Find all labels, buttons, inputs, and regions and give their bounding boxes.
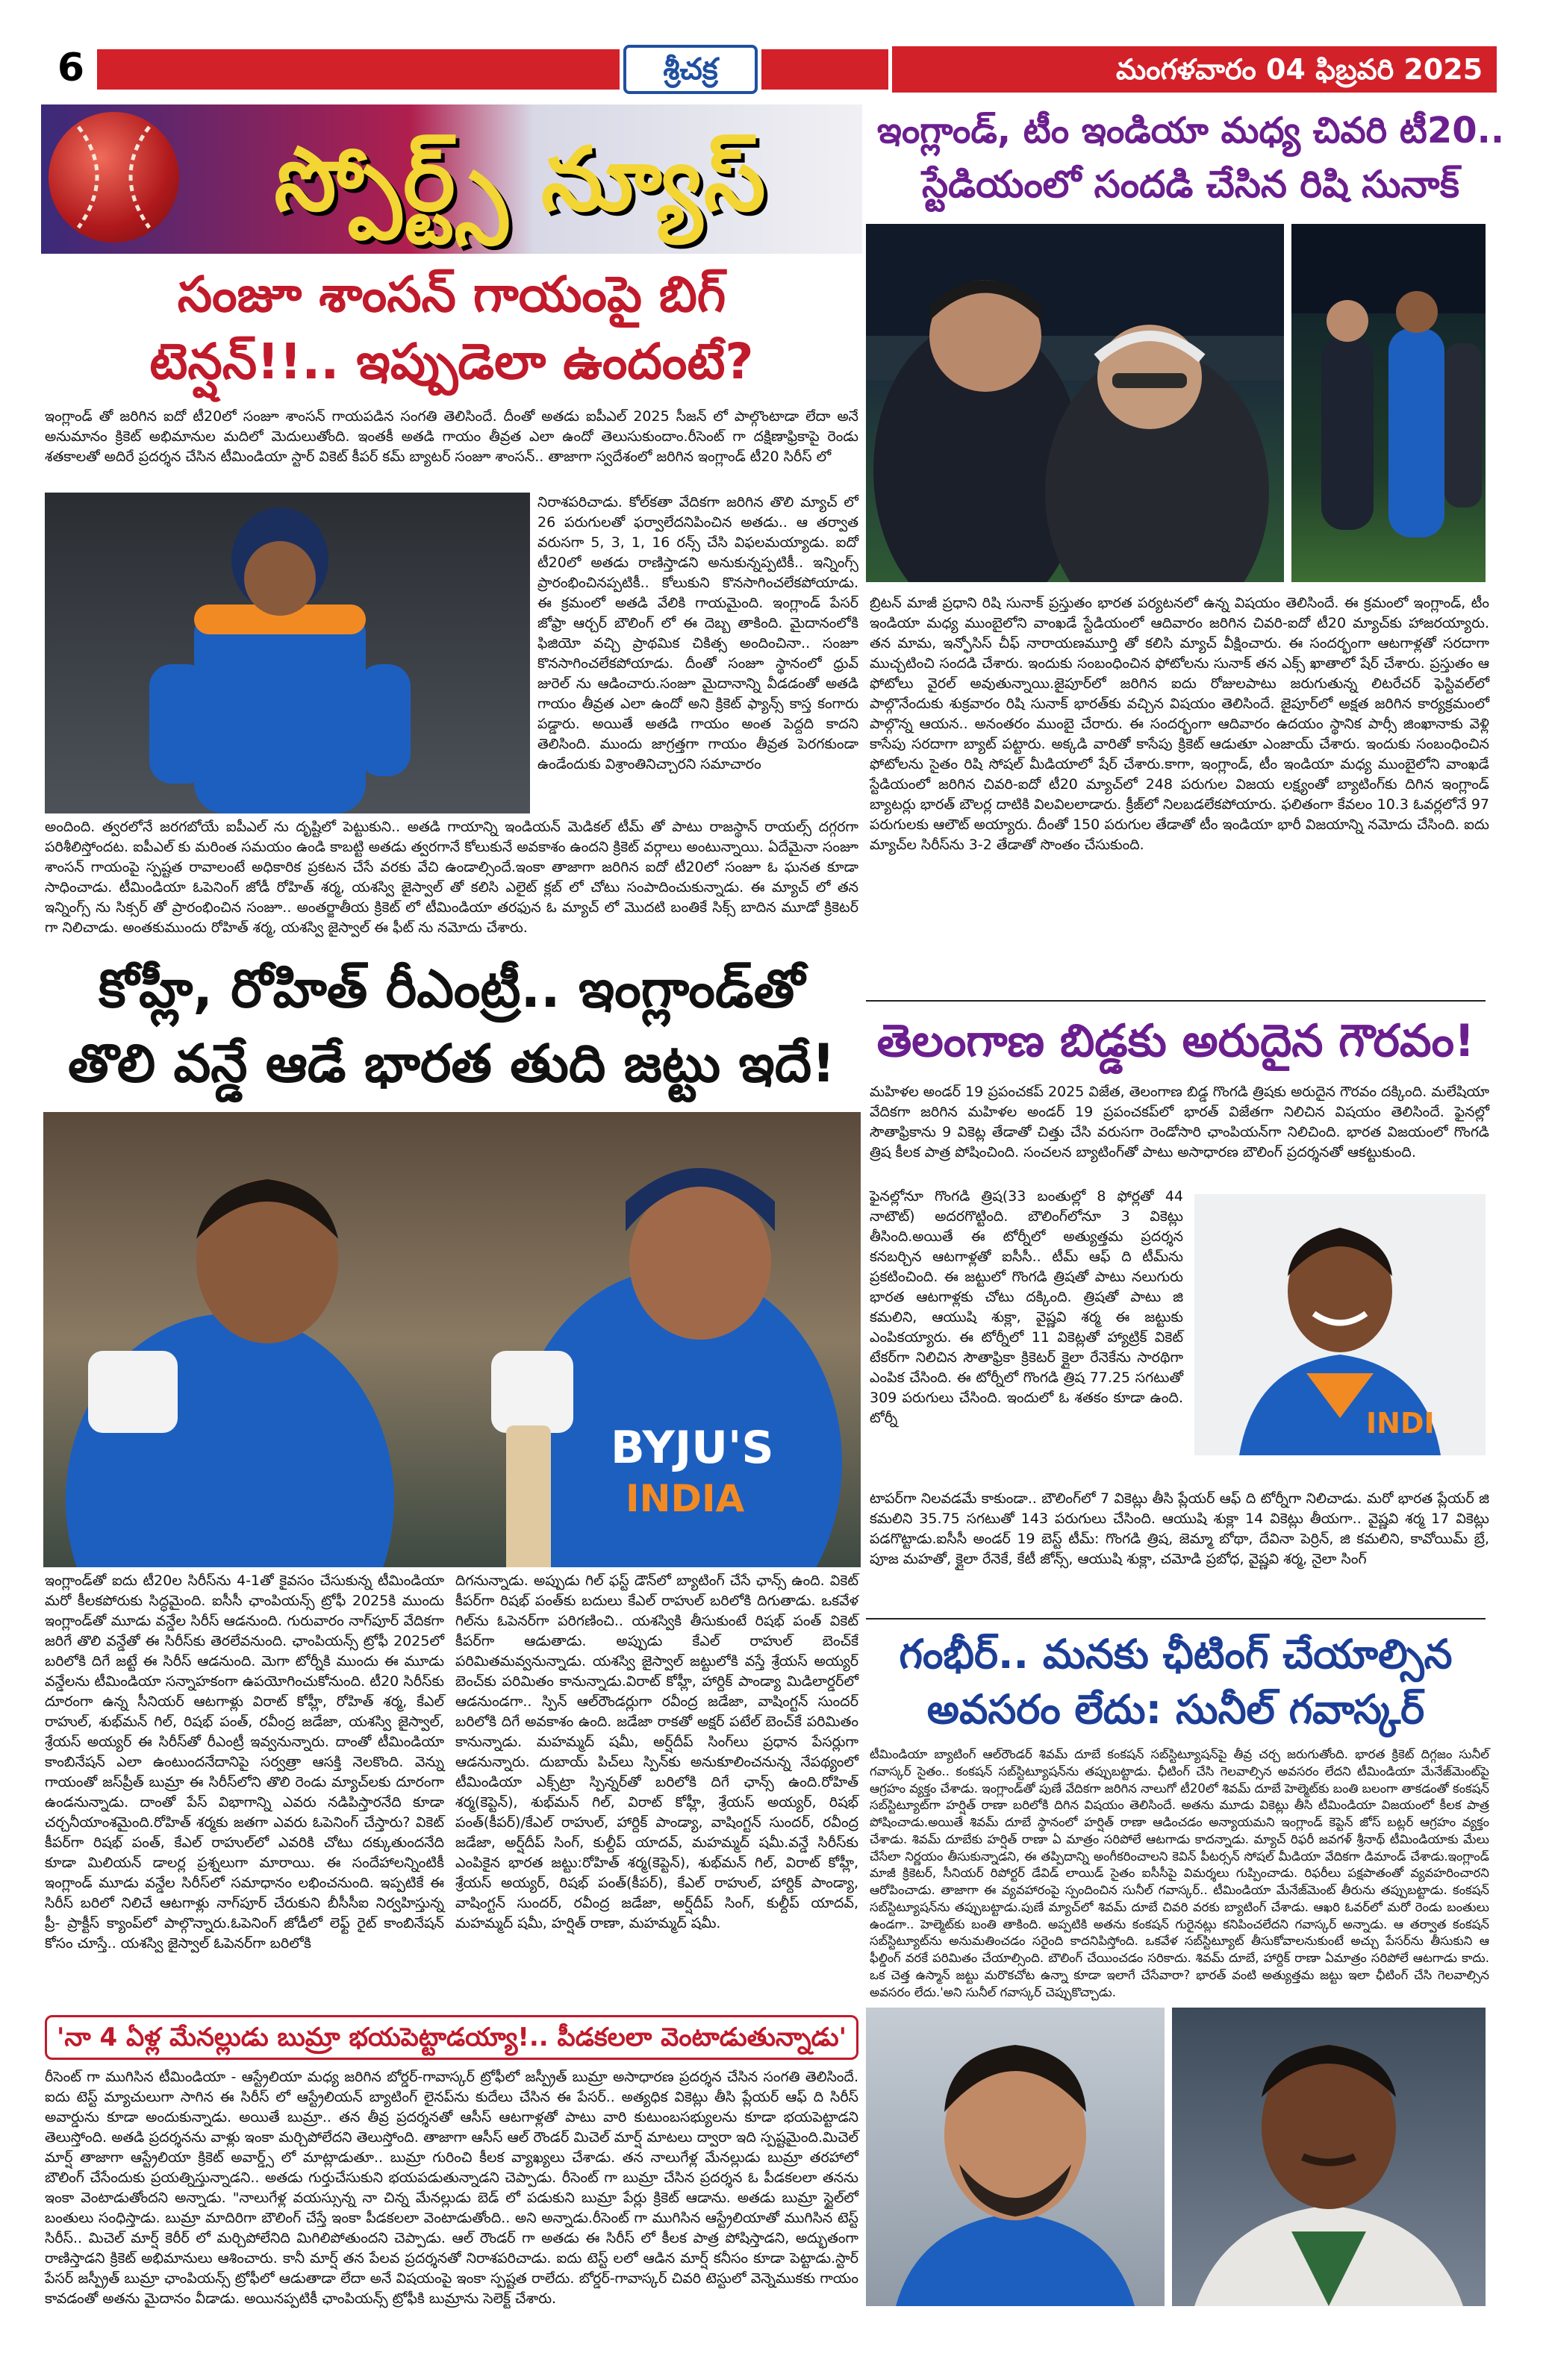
bumrah-article-body: రీసెంట్ గా ముగిసిన టీమిండియా - ఆస్ట్రేలియా మధ్య జరిగిన బోర్డర్-గావాస్కర్ ట్రోఫీలో జస్ప్రీత్ బుమ్రా అసాధారణ ప్రదర్శన చేసిన సంగతి తెలిసిందే. ఐదు టెస్ట్ మ్యాచులుగా సాగిన ఈ సిరీస్ లో ఆస్ట్రేలియన్ బ్యాటింగ్ లైనప్‌ను కుదేలు చేసిన ఈ పేసర్.. అత్యధిక వికెట్లు తీసి ప్లేయర్ ఆఫ్ ది సిరీస్ అవార్డును కూడా అందుకున్నాడు. అయితే బుమ్రా.. తన తీవ్ర ప్రదర్శనతో ఆసీస్ ఆటగాళ్లతో పాటు వారి కుటుంబసభ్యులను కూడా భయపెట్టాడని తెలుస్తోంది. అతడి ప్రదర్శనను వాళ్లు ఇంకా మర్చిపోలేదని తెలుస్తోంది. తాజాగా ఆసీస్ ఆల్ రౌండర్ మిచెల్ మార్ష్ మాటలు ద్వారా ఇది స్పష్టమైంది.మిచెల్ మార్ష్ తాజాగా ఆస్ట్రేలియా క్రికెట్ అవార్డ్స్ లో మాట్లాడుతూ.. బుమ్రా గురించి కీలక వ్యాఖ్యలు చేశాడు. తన నాలుగేళ్ల మేనల్లుడు బుమ్రా తరహాలో బౌలింగ్ చేసేందుకు ప్రయత్నిస్తున్నాడని.. అతడు గుర్తుచేసుకుని భయపడుతున్నాడని చెప్పాడు. రీసెంట్ గా బుమ్రా చేసిన ప్రదర్శన ఓ పీడకలలా తనను ఇంకా వెంటాడుతోందని అన్నాడు. "నాలుగేళ్ల వయస్సున్న నా చిన్న మేనల్లుడు బెడ్ లో పడుకుని బుమ్రా పేర్లు క్రికెట్ ఆడాను. అతడు బుమ్రా స్టైల్‌లో బంతులు సంధిస్తాడు. బుమ్రా మాదిరిగా బౌలింగ్ చేస్తే ఇంకా పీడకలలా వెంటాడుతోంది.. అని అన్నాడు.రీసెంట్ గా ముగిసిన ఆస్ట్రేలియాతో ముగిసిన టెస్ట్ సిరీస్.. మిచెల్ మార్ష్ కెరీర్ లో మర్చిపోలేనిది మిగిలిపోతుందని చెప్పాడు. ఆల్ రౌండర్ గా అతడు ఈ సిరీస్ లో కీలక పాత్ర పోషిస్తాడని, అద్భుతంగా రాణిస్తాడని క్రికెట్ అభిమానులు ఆశించారు. కానీ మార్ష్ తన పేలవ ప్రదర్శనతో నిరాశపరిచాడు. ఐదు టెస్ట్ లలో ఆడిన మార్ష్ కనీసం కూడా పెట్టాడు.స్టార్ పేసర్ జస్ప్రీత్ బుమ్రా ఛాంపియన్స్ ట్రోఫీలో ఆడుతాడా లేదా అనే విషయంపై ఇంకా స్పష్టత రాలేదు. బోర్డర్-గావాస్కర్ చివరి టెస్టులో వెన్నెముకకు గాయం కావడంతో అతను మైదానం వీడాడు. అయినప్పటికీ ఛాంపియన్స్ ట్రోఫీకి బుమ్రాను సెలెక్ట్ చేశారు. [45, 2069, 858, 2307]
sanju-intro: ఇంగ్లాండ్ తో జరిగిన ఐదో టీ20లో సంజూ శాంసన్ గాయపడిన సంగతి తెలిసిందే. దీంతో అతడు ఐపీఎల్ 2025 సీజన్ లో పాల్గొంటాడా లేదా అనే అనుమానం క్రికెట్ అభిమానుల మదిలో మెదులుతోంది. ఇంతకీ అతడి గాయం తీవ్రత ఎలా ఉందో తెలుసుకుందాం.రీసెంట్ గా దక్షిణాఫ్రికాపై రెండు శతకాలతో అదిరే ప్రదర్శన చేసిన టీమిండియా స్టార్ వికెట్ కీపర్ కమ్ బ్యాటర్ సంజూ శాంసన్.. తాజాగా స్వదేశంలో జరిగిన ఇంగ్లాండ్ టీ20 సిరీస్ లో [45, 408, 858, 465]
sanju-headline-line1: సంజూ శాంసన్ గాయంపై బిగ్ [177, 266, 726, 323]
trisha-headline: తెలంగాణ బిడ్డకు అరుదైన గౌరవం! [876, 1015, 1475, 1067]
kohli-column-2: దిగనున్నాడు. అప్పుడు గిల్ ఫస్ట్ డౌన్‌లో బ్యాటింగ్ చేసే ఛాన్స్ ఉంది. వికెట్ కీపర్‌గా రిషభ్ పంత్‌కు బదులు కేఎల్ రాహుల్ బరిలోకి దిగుతాడు. ఒకవేళ గిల్‌ను ఓపెనర్‌గా పరిగణించి.. యశస్వికి తీసుకుంటే రిషభ్ పంత్ వికెట్ కీపర్‌గా ఆడుతాడు. అప్పుడు కేఎల్ రాహుల్ బెంచ్‌కే పరిమితమవ్వనున్నాడు. యశస్వి జైస్వాల్ జట్టులోకి వస్తే శ్రేయస్ అయ్యర్ బెంచ్‌కు పరిమితం కానున్నాడు.విరాట్ కోహ్లీ, హార్దిక్ పాండ్యా మిడిలార్డర్‌లో ఆడనుండగా.. స్పిన్ ఆల్‌రౌండర్లుగా రవీంద్ర జడేజా, వాషింగ్టన్ సుందర్ బరిలోకి దిగే అవకాశం ఉంది. జడేజా రాకతో అక్షర్ పటేల్ బెంచ్‌కే పరిమితం కానున్నాడు. మహమ్మద్ షమీ, అర్ష్‌దీప్ సింగ్‌లు ప్రధాన పేసర్లుగా ఆడనున్నారు. దుబాయ్ పిచ్‌లు స్పిన్‌కు అనుకూలించనున్న నేపథ్యంలో టీమిండియా ఎక్స్‌ట్రా స్పిన్నర్‌తో బరిలోకి దిగే ఛాన్స్ ఉంది.రోహిత్ శర్మ(కెప్టెన్), శుభ్‌మన్ గిల్, విరాట్ కోహ్లీ, శ్రేయస్ అయ్యర్, రిషభ్ పంత్(కీపర్)/కేఎల్ రాహుల్, హార్దిక్ పాండ్యా, వాషింగ్టన్ సుందర్, రవీంద్ర జడేజా, అర్ష్‌దీప్ సింగ్, కుల్దీప్ యాదవ్, మహమ్మద్ షమీ.వన్డే సిరీస్‌కు ఎంపికైన భారత జట్టు:రోహిత్ శర్మ(కెప్టెన్), శుభ్‌మన్ గిల్, విరాట్ కోహ్లీ, శ్రేయస్ అయ్యర్, రిషభ్ పంత్(కీపర్), కేఎల్ రాహుల్, హార్దిక్ పాండ్యా, వాషింగ్టన్ సుందర్, రవీంద్ర జడేజా, అర్ష్‌దీప్ సింగ్, కుల్దీప్ యాదవ్, మహమ్మద్ షమీ, హర్షిత్ రాణా, మహమ్మద్ షమీ. [455, 1572, 858, 1931]
svg-text:BYJU'S: BYJU'S [611, 1422, 774, 1474]
header-rule-right [761, 49, 888, 90]
gavaskar-headline-line2: అవసరం లేదు: సునీల్ గవాస్కర్ [926, 1686, 1425, 1733]
page-number: 6 [45, 43, 97, 93]
sunak-article-body: బ్రిటన్ మాజీ ప్రధాని రిషి సునాక్ ప్రస్తుతం భారత పర్యటనలో ఉన్న విషయం తెలిసిందే. ఈ క్రమంలో ఇంగ్లాండ్, టీం ఇండియా మధ్య ముంబైలోని వాంఖడే స్టేడియంలో ఆదివారం జరిగిన చివరి-ఐదో టీ20 మ్యాచ్‌కు హాజరయ్యారు. తన మామ, ఇన్ఫోసిస్ చీఫ్ నారాయణమూర్తి తో కలిసి మ్యాచ్ వీక్షించారు. ఈ సందర్భంగా ఆటగాళ్లతో సరదాగా ముచ్చటించి సందడి చేశారు. ఇందుకు సంబంధించిన ఫోటోలను సునాక్ తన ఎక్స్ ఖాతాలో షేర్ చేశారు. ప్రస్తుతం ఆ ఫోటోలు వైరల్ అవుతున్నాయి.జైపూర్‌లో జరిగిన ఐదు రోజులపాటు జరుగుతున్న లిటరేచర్ ఫెస్టివల్‌లో పాల్గొనేందుకు శుక్రవారం రిషి సునాక్ భారత్‌కు వచ్చిన విషయం తెలిసిందే. జైపూర్‌లో అక్షత జరిగిన కార్యక్రమంలో పాల్గొన్న ఆయన.. అనంతరం ముంబై చేరారు. ఈ సందర్భంగా ఆదివారం ఉదయం స్థానిక పార్సీ జింఖానాకు వెళ్లి కాసేపు సరదాగా బ్యాట్ పట్టారు. అక్కడి వారితో కాసేపు క్రికెట్ ఆడుతూ ఎంజాయ్ చేశారు. ఇందుకు సంబంధించిన ఫోటోలను సైతం రిషి సోషల్ మీడియాలో షేర్ చేశారు.కాగా, ఇంగ్లాండ్, టీం ఇండియా మధ్య ముంబైలోని వాంఖడే స్టేడియంలో జరిగిన చివరి-ఐదో టీ20 మ్యాచ్‌లో 248 పరుగుల విజయ లక్ష్యంతో బ్యాటింగ్‌కు దిగిన ఇంగ్లాండ్ బ్యాటర్లు భారత్ బౌలర్ల దాటికి విలవిలలాడారు. క్రీజ్‌లో నిలబడలేకపోయారు. ఫలితంగా కేవలం 10.3 ఓవర్లలోనే 97 పరుగులకు ఆలౌట్ అయ్యారు. దీంతో 150 పరుగుల తేడాతో టీం ఇండియా భారీ విజయాన్ని నమోదు చేసింది. ఐదు మ్యాచ్‌ల సిరీస్‌ను 3-2 తేడాతో సొంతం చేసుకుంది. [870, 595, 1489, 853]
sunak-stadium-photo [866, 224, 1284, 582]
kohli-headline-line1: కోహ్లీ, రోహిత్ రీఎంట్రీ.. ఇంగ్లాండ్‌తో [98, 958, 805, 1019]
gavaskar-article-body: టీమిండియా బ్యాటింగ్ ఆల్‌రౌండర్ శివమ్ దూబే కంకషన్ సబ్‌స్టిట్యూషన్‌పై తీవ్ర చర్చ జరుగుతోంది. భారత క్రికెట్ దిగ్గజం సునీల్ గవాస్కర్ సైతం.. కంకషన్ సబ్‌స్టిట్యూషన్‌ను తప్పుబట్టాడు. ఛీటింగ్ చేసి గెలవాల్సిన అవసరం లేదని టీమిండియా మేనేజ్‌మెంట్‌పై ఆగ్రహం వ్యక్తం చేశాడు. ఇంగ్లాండ్‌తో పుణే వేదికగా జరిగిన నాలుగో టీ20లో శివమ్ దూబే హెల్మెట్‌కు బంతి బలంగా తాకడంతో కంకషన్ సబ్‌స్టిట్యూట్‌గా హర్షిత్ రాణా బరిలోకి దిగిన విషయం తెలిసిందే. అతను మూడు వికెట్లు తీసి టీమిండియా విజయంలో కీలక పాత్ర పోషించాడు.అయితే శివమ్ దూబే స్థానంలో హర్షిత్ రాణా ఆడించడం అన్యాయమని ఇంగ్లాండ్ కెప్టెన్ జోస్ బట్లర్ ఆగ్రహం వ్యక్తం చేశాడు. శివమ్ దూబేకు హర్షిత్ రాణా ఏ మాత్రం సరిపోలే ఆటగాడు కాదన్నాడు. మ్యాచ్ రిఫరీ జవగళ్ శ్రీనాథ్ టీమిండియాకు మేలు చేసేలా నిర్ణయం తీసుకున్నాడని, ఈ తప్పిదాన్ని అంగీకరించాలని కెవిన్ పీటర్సన్ సోషల్ మీడియా వేదికగా డిమాండ్ చేశాడు.ఇంగ్లాండ్ మాజీ క్రికెటర్, సీనియర్ రిపోర్టర్ డేవిడ్ లాయిడ్ సైతం ఐసీసీపై విమర్శలు గుప్పించాడు. రిఫరీలు పక్షపాతంతో వ్యవహరించారని ఆరోపించాడు. తాజాగా ఈ వ్యవహారంపై స్పందించిన సునీల్ గవాస్కర్.. టీమిండియా మేనేజ్‌మెంట్ తీరును తప్పుబట్టాడు. కంకషన్ సబ్‌స్టిట్యూషన్‌ను తప్పుబట్టాడు.పుణే మ్యాచ్‌లో శివమ్ దూబే చివరి వరకు బ్యాటింగ్ చేశాడు. ఆఖరి ఓవర్‌లో మరో రెండు బంతులు ఉండగా.. హెల్మెట్‌కు బంతి తాకింది. అప్పటికి అతను కంకషన్ గురైనట్లు కనిపించలేదని గవాస్కర్ అన్నాడు. ఆ తర్వాత కంకషన్ సబ్‌స్టిట్యూట్‌ను అనుమతించడం సరైంది కాదనిపిస్తోంది. ఒకవేళ సబ్‌స్టిట్యూట్ తీసుకోవాలనుకుంటే అచ్చు పేసర్‌ను తీసుకుని ఆ ఫీల్డింగ్ వరకే పరిమితం చేయాల్సింది. బౌలింగ్ చేయించడం సరికాదు. శివమ్ దూబే, హార్దిక్ రాణా ఏమాత్రం సరిపోలే ఆటగాడు కాదు. ఒక చెత్త ఉస్మాన్ జట్టు మరొకచోట ఉన్నా కూడా ఇలాగే చేసేవారా? భారత్ వంటి అత్యుత్తమ జట్టు ఇలా ఛీటింగ్ చేసి గెలవాల్సిన అవసరం లేదు.'అని సునీల్ గవాస్కర్ చెప్పుకొచ్చాడు. [870, 1747, 1490, 1999]
page-header [0, 0, 1543, 97]
divider [866, 1618, 1486, 1620]
sunak-headline-line1: ఇంగ్లాండ్, టీం ఇండియా మధ్య చివరి టీ20.. [876, 110, 1505, 152]
trisha-side-text: ఫైనల్లోనూ గొంగడి త్రిష(33 బంతుల్లో 8 ఫోర్లతో 44 నాటౌట్) అదరగొట్టింది. బౌలింగ్‌లోనూ 3 వికెట్లు తీసింది.అయితే ఈ టోర్నీలో అత్యుత్తమ ప్రదర్శన కనబర్చిన ఆటగాళ్లతో ఐసీసీ.. టీమ్ ఆఫ్ ది టీమ్‌ను ప్రకటించింది. ఈ జట్టులో గొంగడి త్రిషతో పాటు నలుగురు భారత ఆటగాళ్లకు చోటు దక్కింది. త్రిషతో పాటు జి కమలిని, ఆయుషి శుక్లా, వైష్ణవి శర్మ ఈ జట్టుకు ఎంపికయ్యారు. ఈ టోర్నీలో 11 వికెట్లతో హ్యాట్రిక్ వికెట్ టేకర్‌గా నిలిచిన సౌతాఫ్రికా క్రికెటర్ క్లైలా రేనెకేను సారథిగా ఎంపిక చేసింది. ఈ టోర్నీలో గొంగడి త్రిష 77.25 సగటుతో 309 పరుగులు చేసింది. ఇందులో ఓ శతకం కూడా ఉంది. టోర్నీ [870, 1188, 1183, 1426]
sanju-side-column: నిరాశపరిచాడు. కోల్‌కతా వేదికగా జరిగిన తొలి మ్యాచ్ లో 26 పరుగులతో ఫర్వాలేదనిపించిన అతడు.. ఆ తర్వాత వరుసగా 5, 3, 1, 16 రన్స్ చేసి విఫలమయ్యాడు. ఐదో టీ20లో అతడు రాణిస్తాడని అనుకున్నప్పటికీ.. ఇన్నింగ్స్ ప్రారంభించినప్పటికీ.. కోలుకుని కొనసాగించలేకపోయాడు. ఈ క్రమంలో అతడి వేలికి గాయమైంది. ఇంగ్లాండ్ పేసర్ జోఫ్రా ఆర్చర్ బౌలింగ్ లో ఈ దెబ్బ తాకింది. మైదానంలోకి ఫిజియో వచ్చి ప్రాథమిక చికిత్స అందించినా.. సంజూ కొనసాగించలేకపోయాడు. దీంతో సంజూ స్థానంలో ధ్రువ్ జురెల్ ను ఆడించారు.సంజూ మైదానాన్ని వీడడంతో అతడి గాయం తీవ్రత ఎలా ఉందో అని క్రికెట్ ఫ్యాన్స్ కాస్త కంగారు పడ్డారు. అయితే అతడి గాయం అంత పెద్దది కాదని తెలిసింది. ముందు జాగ్రత్తగా గాయం తీవ్రత పెరగకుండా ఉండేందుకు విశ్రాంతినిచ్చారని సమాచారం [537, 494, 858, 772]
edition-date: మంగళవారం 04 ఫిబ్రవరి 2025 [892, 46, 1497, 93]
svg-text:INDI: INDI [1366, 1407, 1435, 1440]
kohli-headline-line2: తొలి వన్డే ఆడే భారత తుది జట్టు ఇదే! [67, 1033, 836, 1094]
sanju-headline-line2: టెన్షన్!!.. ఇప్పుడెలా ఉందంటే? [149, 333, 754, 390]
newspaper-logo: శ్రీచక్ర [623, 45, 758, 94]
gavaskar-headline-line1: గంభీర్.. మనకు ఛీటింగ్ చేయాల్సిన [899, 1631, 1453, 1678]
trisha-intro: మహిళల అండర్ 19 ప్రపంచకప్ 2025 విజేత, తెలంగాణ బిడ్డ గొంగడి త్రిషకు అరుదైన గౌరవం దక్కింది. మలేషియా వేదికగా జరిగిన మహిళల అండర్ 19 ప్రపంచకప్‌లో భారత్ విజేతగా నిలిచిన విషయం తెలిసిందే. ఫైనల్లో సౌతాఫ్రికాను 9 వికెట్ల తేడాతో చిత్తు చేసి వరుసగా రెండోసారి ఛాంపియన్‌గా నిలిచింది. భారత విజయంలో గొంగడి త్రిష కీలక పాత్ర పోషించింది. సంచలన బ్యాటింగ్‌తో పాటు అసాధారణ బౌలింగ్ ప్రదర్శనతో ఆకట్టుకుంది. [870, 1084, 1489, 1161]
gavaskar-photo [1172, 2008, 1486, 2306]
sanju-continuation: అందింది. త్వరలోనే జరగబోయే ఐపీఎల్ ను దృష్టిలో పెట్టుకుని.. అతడి గాయాన్ని ఇండియన్ మెడికల్ టీమ్ తో పాటు రాజస్థాన్ రాయల్స్ దగ్గరగా పరిశీలిస్తోందట. ఐపీఎల్ కు మరింత సమయం ఉండి కాబట్టి అతడు త్వరగానే కోలుకునే అవకాశం ఉందని క్రికెట్ వర్గాలు అంటున్నాయి. ఏదేమైనా సంజూ శాంసన్ గాయంపై స్పష్టత రావాలంటే అధికారిక ప్రకటన చేసే వరకు వేచి ఉండాల్సిందే.ఇంకా తాజాగా జరిగిన ఐదో టీ20లో సంజూ ఓ ఘనత కూడా సాధించాడు. టీమిండియా ఓపెనింగ్ జోడీ రోహిత్ శర్మ, యశస్వి జైస్వాల్ తో కలిసి ఎలైట్ క్లబ్ లో చోటు సంపాదించుకున్నాడు. ఈ మ్యాచ్ లో తన ఇన్నింగ్స్ ను సిక్సర్ తో ప్రారంభించిన సంజూ.. అంతర్జాతీయ క్రికెట్ లో టీమిండియా తరఫున ఓ మ్యాచ్ లో మొదటి బంతికే సిక్స్ బాదిన మూడో క్రికెటర్ గా నిలిచాడు. అంతకుముందు రోహిత్ శర్మ, యశస్వి జైస్వాల్ ఈ ఫీట్ ను నమోదు చేశారు. [45, 819, 858, 936]
section-title: స్పోర్ట్స్ న్యూస్ [274, 128, 767, 231]
divider [866, 1000, 1486, 1002]
trisha-tail: టాపర్‌గా నిలవడమే కాకుండా.. బౌలింగ్‌లో 7 వికెట్లు తీసి ప్లేయర్ ఆఫ్ ది టోర్నీగా నిలిచాడు. మరో భారత ప్లేయర్ జి కమలిని 35.75 సగటుతో 143 పరుగులు చేసింది. ఆయుషి శుక్లా 14 వికెట్లు తీయగా.. వైష్ణవి శర్మ 17 వికెట్లు పడగొట్టాడు.ఐసీసీ అండర్ 19 బెస్ట్ టీమ్: గొంగడి త్రిష, జెమ్మా బోథా, దేవినా పెర్రిన్, జి కమలిని, కావోయిమ్ బ్రే, పూజ మహతో, క్లైలా రేనెకే, కేటీ జోన్స్, ఆయుషి శుక్లా, చమోడి ప్రబోధ, వైష్ణవి శర్మ, నైలా సింగ్ [870, 1490, 1489, 1567]
kohli-column-1: ఇంగ్లాండ్‌తో ఐదు టీ20ల సిరీస్‌ను 4-1తో కైవసం చేసుకున్న టీమిండియా మరో కీలకపోరుకు సిద్ధమైంది. ఐసీసీ ఛాంపియన్స్ ట్రోఫీ 2025కి ముందు ఇంగ్లాండ్‌తో మూడు వన్డేల సిరీస్ ఆడనుంది. గురువారం నాగ్‌పూర్ వేదికగా జరిగే తొలి వన్డేతో ఈ సిరీస్‌కు తెరలేవనుంది. ఛాంపియన్స్ ట్రోఫీ 2025లో బరిలోకి దిగే జట్టే ఈ సిరీస్ ఆడనుంది. మెగా టోర్నీకి ముందు ఈ మూడు వన్డేలను టీమిండియా సన్నాహకంగా ఉపయోగించుకోనుంది. టీ20 సిరీస్‌కు దూరంగా ఉన్న సీనియర్ ఆటగాళ్లు విరాట్ కోహ్లీ, రోహిత్ శర్మ, కేఎల్ రాహుల్, శుభ్‌మన్ గిల్, రిషభ్ పంత్, రవీంద్ర జడేజా, యశస్వి జైస్వాల్, శ్రేయస్ అయ్యర్ ఈ సిరీస్‌తో రీఎంట్రీ ఇవ్వనున్నారు. దాంతో టీమిండియా కాంబినేషన్ ఎలా ఉంటుందనేదానిపై సర్వత్రా ఆసక్తి నెలకొంది. వెన్ను గాయంతో జస్‌ప్రీత్ బుమ్రా ఈ సిరీస్‌లోని తొలి రెండు మ్యాచ్‌లకు దూరంగా ఉండనున్నాడు. దాంతో పేస్ విభాగాన్ని ఎవరు నడిపిస్తారనేది కూడా చర్చనీయాంశమైంది.రోహిత్ శర్మకు జతగా ఎవరు ఓపెనింగ్ చేస్తారు? వికెట్ కీపర్‌గా రిషభ్ పంత్, కేఎల్ రాహుల్‌లో ఎవరికి చోటు దక్కుతుందనేది కూడా మిలియన్ డాలర్ల ప్రశ్నలుగా మారాయి. ఈ సందేహాలన్నింటికీ ఇంగ్లాండ్ మూడు వన్డేల సిరీస్‌లో సమాధానం లభించనుంది. ఇప్పటికే ఈ సిరీస్ బరిలో నిలిచే ఆటగాళ్లు నాగ్‌పూర్ చేరుకుని బీసీసీఐ నిర్వహిస్తున్న ప్రీ- ప్రాక్టీస్ క్యాంప్‌లో పాల్గొన్నారు.ఓపెనింగ్ జోడీలో లెఫ్ట్ రైట్ కాంబినేషన్ కోసం చూస్తే.. యశస్వి జైస్వాల్ ఓపెనర్‌గా బరిలోకి [45, 1572, 444, 1952]
sunak-players-photo [1291, 224, 1486, 582]
sunak-headline-line2: స్టేడియంలో సందడి చేసిన రిషి సునాక్ [922, 163, 1459, 206]
cricket-ball-icon [49, 112, 179, 243]
gambhir-photo [866, 2008, 1165, 2306]
header-rule-left [97, 49, 620, 90]
kohli-rohit-photo [43, 1112, 861, 1567]
svg-text:INDIA: INDIA [626, 1477, 745, 1520]
trisha-photo [1194, 1194, 1486, 1455]
sanju-photo [45, 493, 530, 813]
bumrah-headline: 'నా 4 ఏళ్ల మేనల్లుడు బుమ్రా భయపెట్టాడయ్యా!.. పీడకలలా వెంటాడుతున్నాడు' [45, 2015, 858, 2060]
